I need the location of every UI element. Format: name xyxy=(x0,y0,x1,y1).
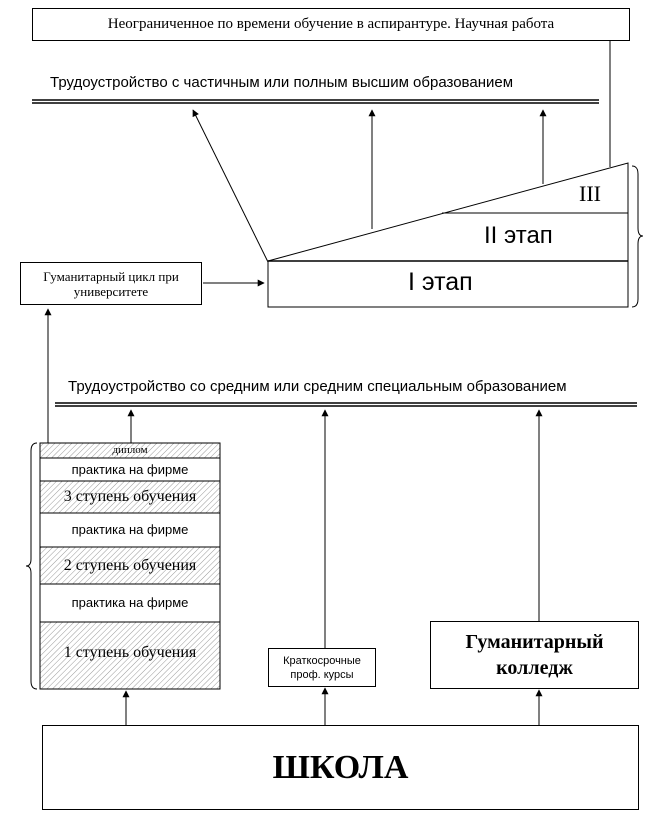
ladder-brace xyxy=(26,443,37,689)
practice-top-label: практика на фирме xyxy=(71,462,189,477)
secondary-employment-rule xyxy=(55,403,637,406)
college-box xyxy=(430,621,639,689)
arrow-stage1-to-higher xyxy=(193,110,268,262)
school-box xyxy=(42,725,639,810)
step-1-label: 1 ступень обучения xyxy=(63,644,197,661)
practice-low-label: практика на фирме xyxy=(71,595,189,610)
diploma-label: диплом xyxy=(112,444,148,456)
step-3-label: 3 ступень обучения xyxy=(63,488,197,505)
practice-mid-label: практика на фирме xyxy=(71,522,189,537)
stage-2-label: II этап xyxy=(484,222,553,249)
stages-brace xyxy=(632,166,643,307)
college-text: Гуманитарный колледж xyxy=(465,631,604,679)
stage-1-label: I этап xyxy=(408,268,473,296)
step-2-label: 2 ступень обучения xyxy=(63,557,197,574)
humanities-cycle-text: Гуманитарный цикл при университете xyxy=(43,268,179,299)
short-courses-text: Краткосрочные проф. курсы xyxy=(283,654,361,681)
higher-employment-label: Трудоустройство с частичным или полным высшим образованием xyxy=(50,74,514,91)
higher-employment-rule xyxy=(32,100,599,103)
stage-3-label: III xyxy=(579,181,601,206)
school-text: ШКОЛА xyxy=(272,748,409,786)
humanities-cycle-box xyxy=(20,262,202,305)
secondary-employment-label: Трудоустройство со средним или средним специальным образованием xyxy=(68,378,567,395)
postgraduate-box xyxy=(32,8,630,41)
short-courses-box xyxy=(268,648,376,687)
postgraduate-text: Неограниченное по времени обучение в аспирантуре. Научная работа xyxy=(107,16,555,32)
